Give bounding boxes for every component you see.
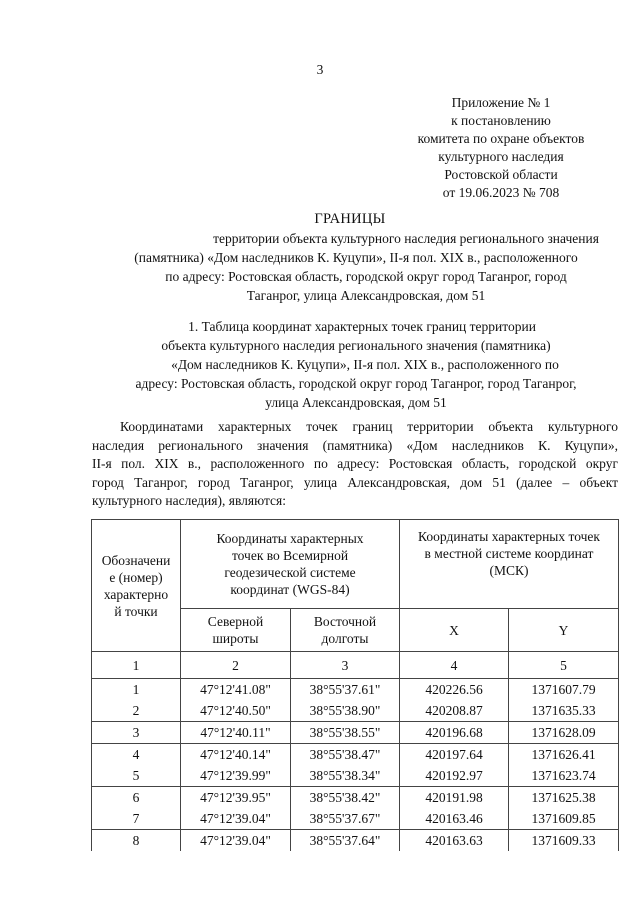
north-cell	[181, 722, 291, 744]
point-cell	[92, 722, 181, 744]
y-value: 1371609.33	[531, 833, 596, 848]
page-number: 3	[316, 62, 324, 77]
point-number: 4	[132, 747, 140, 762]
heading-line: объекта культурного наследия регионального значения (памятника)	[161, 338, 551, 353]
column-number: 5	[509, 652, 619, 679]
y-cell	[509, 722, 619, 744]
point-number: 3	[132, 725, 140, 740]
appendix-line: культурного наследия	[438, 149, 564, 164]
paragraph-line: город Таганрог, город Таганрог, улица Александровская, дом 51 (далее – объект	[92, 474, 618, 490]
y-value: 1371609.85	[531, 811, 596, 826]
east-value: 38°55'37.67"	[309, 811, 381, 826]
north-value: 47°12'39.04"	[200, 811, 271, 826]
header-point-line: Обозначени	[101, 552, 171, 568]
y-cell	[509, 679, 619, 722]
y-value: 1371625.38	[531, 790, 596, 805]
header-point-line: й точки	[114, 603, 158, 619]
paragraph-line: Координатами характерных точек границ территории объекта культурного	[120, 419, 618, 434]
north-value: 47°12'39.99"	[200, 768, 271, 783]
table-row	[92, 787, 619, 830]
header-msk-cell	[400, 520, 619, 609]
east-value: 38°55'37.64"	[309, 833, 381, 848]
column-number: 4	[400, 652, 509, 679]
east-cell	[291, 722, 400, 744]
x-cell	[400, 787, 509, 830]
x-value: 420163.63	[425, 833, 483, 848]
body-paragraph	[92, 418, 618, 511]
point-cell	[92, 744, 181, 787]
appendix-block	[385, 94, 617, 202]
north-value: 47°12'40.11"	[200, 725, 271, 740]
x-value: 420226.56	[425, 682, 483, 697]
north-value: 47°12'40.14"	[200, 747, 271, 762]
subheader-y-cell: Y	[509, 609, 619, 652]
x-cell	[400, 830, 509, 852]
subheader-east-line: Восточной	[313, 614, 377, 629]
header-wgs-line: Координаты характерных	[216, 531, 364, 546]
subheader-east-line: долготы	[321, 631, 369, 646]
north-cell	[181, 830, 291, 852]
table-row	[92, 830, 619, 852]
point-cell	[92, 679, 181, 722]
header-wgs-cell	[181, 520, 400, 609]
north-cell	[181, 787, 291, 830]
appendix-line: комитета по охране объектов	[417, 131, 585, 146]
document-subtitle	[96, 229, 616, 305]
east-cell	[291, 787, 400, 830]
header-wgs-line: координат (WGS-84)	[230, 582, 350, 597]
heading-line: адресу: Ростовская область, городской округ город Таганрог, город Таганрог,	[135, 376, 577, 391]
point-cell	[92, 830, 181, 852]
heading-line: улица Александровская, дом 51	[265, 395, 447, 410]
subtitle-line: Таганрог, улица Александровская, дом 51	[246, 288, 486, 303]
x-value: 420163.46	[425, 811, 483, 826]
subheader-x-cell: X	[400, 609, 509, 652]
east-value: 38°55'37.61"	[309, 682, 381, 697]
subtitle-line: (памятника) «Дом наследников К. Куцупи», II-я пол. XIX в., расположенного	[134, 250, 578, 265]
y-cell	[509, 830, 619, 852]
header-wgs-line: точек во Всемирной	[231, 548, 349, 563]
y-cell	[509, 787, 619, 830]
north-cell	[181, 744, 291, 787]
point-number: 1	[132, 682, 140, 697]
document-title: ГРАНИЦЫ	[314, 211, 386, 227]
north-cell	[181, 679, 291, 722]
north-value: 47°12'40.50"	[200, 703, 271, 718]
header-msk-line: Координаты характерных точек	[418, 529, 600, 544]
north-value: 47°12'41.08"	[200, 682, 271, 697]
table-row	[92, 722, 619, 744]
appendix-line: от 19.06.2023 № 708	[442, 185, 560, 200]
y-value: 1371628.09	[531, 725, 596, 740]
subheader-north-cell	[181, 609, 291, 652]
east-cell	[291, 744, 400, 787]
point-cell	[92, 787, 181, 830]
table-row	[92, 679, 619, 722]
x-cell	[400, 744, 509, 787]
header-point-line: е (номер)	[109, 569, 163, 585]
column-number: 1	[92, 652, 181, 679]
x-value: 420191.98	[425, 790, 483, 805]
subtitle-line: территории объекта культурного наследия регионального значения	[213, 231, 599, 246]
section-heading	[96, 317, 616, 412]
x-value: 420192.97	[425, 768, 483, 783]
y-value: 1371626.41	[531, 747, 596, 762]
x-cell	[400, 722, 509, 744]
east-cell	[291, 679, 400, 722]
paragraph-line: наследия регионального значения (памятника) «Дом наследников К. Куцупи»,	[92, 437, 618, 453]
east-cell	[291, 830, 400, 852]
paragraph-line: II-я пол. XIX в., расположенного по адресу: Ростовская область, городской округ	[92, 456, 618, 471]
column-number: 2	[181, 652, 291, 679]
column-number: 3	[291, 652, 400, 679]
header-point-line: характерно	[103, 586, 169, 602]
subheader-north-line: широты	[212, 631, 259, 646]
east-value: 38°55'38.47"	[309, 747, 381, 762]
point-number: 5	[132, 768, 140, 783]
heading-line: «Дом наследников К. Куцупи», II-я пол. XIX в., расположенного по	[171, 357, 559, 372]
north-value: 47°12'39.95"	[200, 790, 271, 805]
header-point-cell	[92, 520, 181, 652]
appendix-line: Ростовской области	[444, 167, 558, 182]
east-value: 38°55'38.42"	[309, 790, 381, 805]
header-msk-line: в местной системе координат	[424, 546, 594, 561]
heading-line: 1. Таблица координат характерных точек границ территории	[188, 319, 536, 334]
north-value: 47°12'39.04"	[200, 833, 271, 848]
point-number: 8	[132, 833, 140, 848]
x-cell	[400, 679, 509, 722]
x-value: 420208.87	[425, 703, 483, 718]
table-header-row	[92, 520, 619, 609]
subheader-east-cell	[291, 609, 400, 652]
subtitle-line: по адресу: Ростовская область, городской округ город Таганрог, город	[165, 269, 567, 284]
appendix-line: Приложение № 1	[451, 95, 551, 110]
east-value: 38°55'38.55"	[309, 725, 381, 740]
header-msk-line: (МСК)	[489, 563, 529, 578]
appendix-line: к постановлению	[451, 113, 551, 128]
east-value: 38°55'38.90"	[309, 703, 381, 718]
x-value: 420197.64	[425, 747, 483, 762]
y-value: 1371635.33	[531, 703, 596, 718]
point-number: 6	[132, 790, 140, 805]
east-value: 38°55'38.34"	[309, 768, 381, 783]
y-value: 1371607.79	[531, 682, 596, 697]
coordinates-table	[91, 519, 619, 851]
header-wgs-line: геодезической системе	[224, 565, 356, 580]
y-cell	[509, 744, 619, 787]
point-number: 7	[132, 811, 140, 826]
paragraph-line: культурного наследия), являются:	[92, 493, 287, 508]
column-number-row	[92, 652, 619, 679]
subheader-north-line: Северной	[207, 614, 264, 629]
table-row	[92, 744, 619, 787]
x-value: 420196.68	[425, 725, 483, 740]
point-number: 2	[132, 703, 140, 718]
y-value: 1371623.74	[531, 768, 596, 783]
